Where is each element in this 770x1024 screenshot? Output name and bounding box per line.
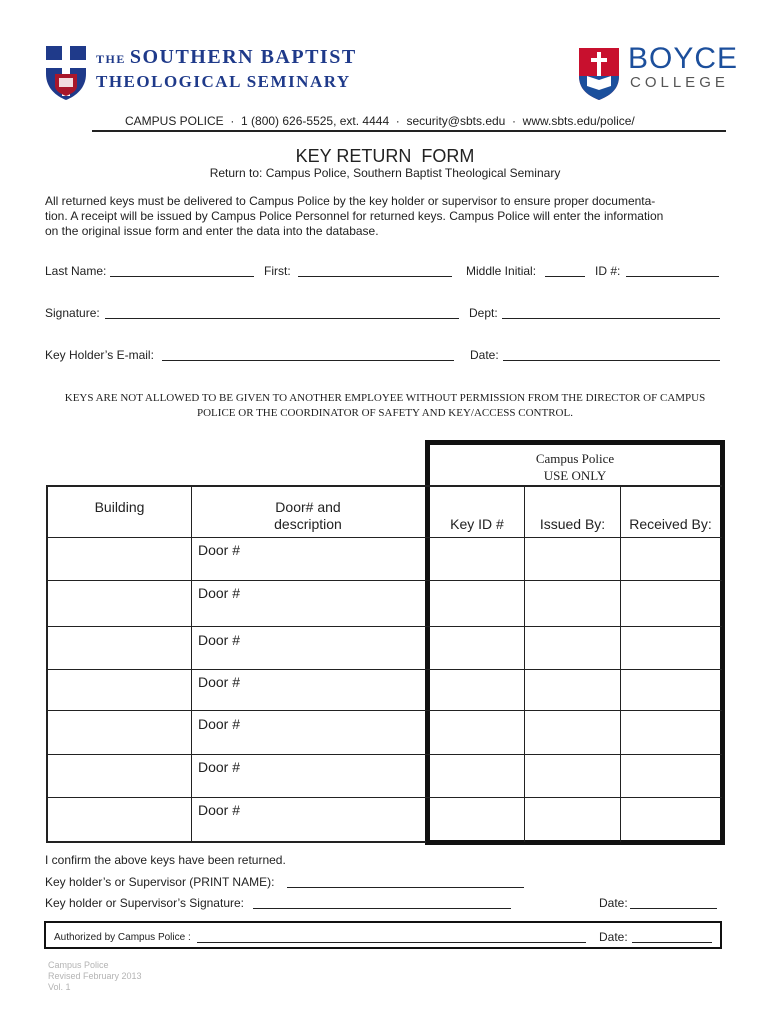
police-box-bottom: [425, 840, 725, 845]
last-name-label: Last Name:: [45, 264, 107, 278]
holder-date-label: Date:: [599, 896, 628, 910]
warning-line-2: POLICE OR THE COORDINATOR OF SAFETY AND KEY/ACCESS CONTROL.: [197, 407, 573, 419]
police-box-top: [425, 440, 725, 445]
col-header-issued: Issued By:: [539, 516, 606, 532]
header-rule: [92, 130, 726, 132]
row-door-label: Door #: [198, 632, 241, 648]
intro-line-2: tion. A receipt will be issued by Campus Police Personnel for returned keys. Campus Police will enter the information: [45, 209, 664, 223]
table-row[interactable]: [48, 711, 720, 754]
sbts-name: [96, 46, 357, 94]
first-label: First:: [264, 264, 291, 278]
col-header-received: Received By:: [629, 516, 712, 532]
table-row[interactable]: [48, 755, 720, 797]
dept-field[interactable]: [502, 318, 720, 319]
date-label: Date:: [470, 348, 499, 362]
table-row[interactable]: [48, 581, 720, 626]
footer-note: [48, 960, 142, 993]
id-field[interactable]: [626, 276, 719, 277]
col-header-building: Building: [94, 499, 145, 515]
footer-line-3: Vol. 1: [48, 982, 71, 992]
intro-line-1: All returned keys must be delivered to Campus Police by the key holder or supervisor to ensure proper documenta-: [45, 194, 656, 208]
intro-line-3: on the original issue form and enter the data into the database.: [45, 224, 379, 238]
boyce-title: BOYCE: [628, 42, 739, 75]
print-name-field[interactable]: [287, 887, 524, 888]
warning-notice: [0, 391, 770, 421]
footer-line-2: Revised February 2013: [48, 971, 142, 981]
intro-paragraph: [45, 194, 663, 239]
return-to: Return to: Campus Police, Southern Baptist Theological Seminary: [209, 166, 561, 180]
last-name-field[interactable]: [110, 276, 254, 277]
table-row[interactable]: [48, 798, 720, 840]
row-door-label: Door #: [198, 759, 241, 775]
holder-signature-label: Key holder or Supervisor’s Signature:: [45, 896, 244, 910]
table-row[interactable]: [48, 627, 720, 669]
col-header-door-line-1: Door# and: [275, 499, 341, 515]
auth-date-label: Date:: [599, 930, 628, 944]
print-name-label: Key holder’s or Supervisor (PRINT NAME):: [45, 875, 275, 889]
col-header-keyid: Key ID #: [450, 516, 504, 532]
row-door-label: Door #: [198, 802, 241, 818]
middle-initial-field[interactable]: [545, 276, 585, 277]
boyce-logo: [577, 46, 621, 102]
row-door-label: Door #: [198, 585, 241, 601]
holder-date-field[interactable]: [630, 908, 717, 909]
middle-initial-label: Middle Initial:: [466, 264, 537, 278]
dept-label: Dept:: [469, 306, 498, 320]
col-header-door-line-2: description: [274, 516, 342, 532]
police-header-line-2: USE ONLY: [543, 468, 607, 483]
footer-line-1: Campus Police: [48, 960, 109, 970]
email-field[interactable]: [162, 360, 454, 361]
signature-field[interactable]: [105, 318, 459, 319]
authorized-label: Authorized by Campus Police :: [54, 932, 191, 943]
holder-signature-field[interactable]: [253, 908, 511, 909]
table-row[interactable]: [48, 538, 720, 580]
police-box-right: [720, 440, 725, 845]
row-door-label: Door #: [198, 542, 241, 558]
police-header-line-1: Campus Police: [535, 451, 615, 466]
confirm-statement: I confirm the above keys have been returned.: [45, 853, 286, 867]
col-header-door: [192, 499, 424, 533]
table-row[interactable]: [48, 670, 720, 710]
row-door-label: Door #: [198, 674, 241, 690]
boyce-shield-icon: [577, 46, 621, 102]
contact-line: CAMPUS POLICE · 1 (800) 626-5525, ext. 4444 · security@sbts.edu · www.sbts.edu/police/: [125, 114, 635, 128]
email-label: Key Holder’s E-mail:: [45, 348, 154, 362]
sbts-prefix: THE: [96, 52, 126, 66]
table-top: [46, 485, 722, 487]
police-header: [430, 450, 720, 484]
row-door-label: Door #: [198, 716, 241, 732]
sbts-line1: SOUTHERN BAPTIST: [129, 46, 357, 68]
id-label: ID #:: [595, 264, 621, 278]
form-title: KEY RETURN FORM: [295, 146, 475, 166]
sbts-shield-icon: [44, 44, 88, 102]
sbts-logo: [44, 44, 88, 102]
sbts-line2: THEOLOGICAL SEMINARY: [96, 72, 351, 91]
date-field[interactable]: [503, 360, 720, 361]
table-bottom: [46, 841, 426, 843]
first-field[interactable]: [298, 276, 452, 277]
boyce-sub: COLLEGE: [630, 74, 729, 91]
authorized-field[interactable]: [197, 942, 586, 943]
signature-label: Signature:: [45, 306, 100, 320]
warning-line-1: KEYS ARE NOT ALLOWED TO BE GIVEN TO ANOTHER EMPLOYEE WITHOUT PERMISSION FROM THE DIRECTOR OF CAMPUS: [64, 392, 706, 404]
auth-date-field[interactable]: [632, 942, 712, 943]
